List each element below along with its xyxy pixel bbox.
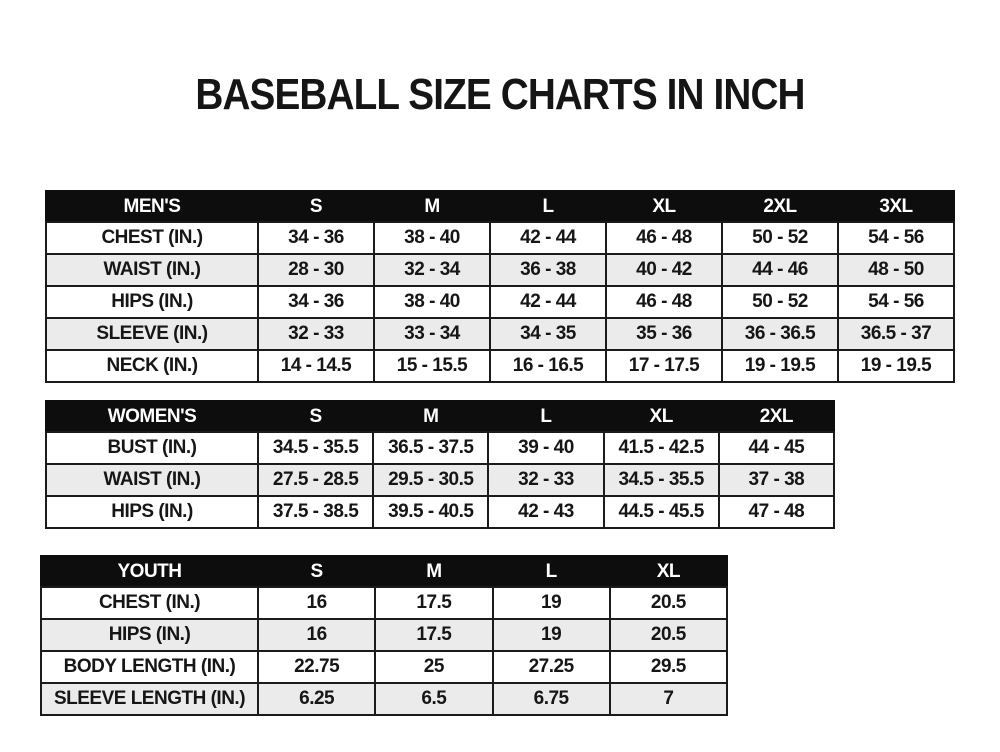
measurement-value-cell: 19: [493, 587, 610, 619]
measurement-value-cell: 16: [258, 587, 375, 619]
measurement-value-cell: 19: [493, 619, 610, 651]
measurement-value-cell: 50 - 52: [722, 286, 838, 318]
measurement-value-cell: 42 - 43: [488, 496, 603, 528]
measurement-value-cell: 32 - 34: [374, 254, 490, 286]
measurement-value-cell: 54 - 56: [838, 222, 954, 254]
measurement-value-cell: 36 - 36.5: [722, 318, 838, 350]
measurement-value-cell: 34 - 36: [258, 222, 374, 254]
size-header-cell: L: [493, 556, 610, 587]
measurement-value-cell: 50 - 52: [722, 222, 838, 254]
table-title-cell: WOMEN'S: [46, 401, 258, 432]
table-row: [46, 318, 954, 350]
size-header-cell: 2XL: [722, 191, 838, 222]
measurement-label-cell: HIPS (IN.): [41, 619, 258, 651]
measurement-value-cell: 46 - 48: [606, 222, 722, 254]
measurement-value-cell: 6.75: [493, 683, 610, 715]
table-row: [46, 254, 954, 286]
measurement-value-cell: 29.5 - 30.5: [373, 464, 488, 496]
table-row: [46, 350, 954, 382]
measurement-value-cell: 34.5 - 35.5: [258, 432, 373, 464]
measurement-value-cell: 36.5 - 37: [838, 318, 954, 350]
measurement-label-cell: WAIST (IN.): [46, 254, 258, 286]
measurement-value-cell: 28 - 30: [258, 254, 374, 286]
measurement-value-cell: 34 - 36: [258, 286, 374, 318]
measurement-value-cell: 7: [610, 683, 727, 715]
measurement-value-cell: 20.5: [610, 619, 727, 651]
table-header-row: [46, 401, 834, 432]
measurement-label-cell: WAIST (IN.): [46, 464, 258, 496]
table-row: [46, 286, 954, 318]
measurement-value-cell: 37.5 - 38.5: [258, 496, 373, 528]
measurement-value-cell: 33 - 34: [374, 318, 490, 350]
size-header-cell: M: [373, 401, 488, 432]
measurement-label-cell: CHEST (IN.): [46, 222, 258, 254]
table-header-row: [46, 191, 954, 222]
measurement-value-cell: 34.5 - 35.5: [604, 464, 719, 496]
measurement-value-cell: 46 - 48: [606, 286, 722, 318]
measurement-value-cell: 15 - 15.5: [374, 350, 490, 382]
measurement-value-cell: 25: [375, 651, 492, 683]
youth-size-table: [40, 555, 728, 716]
table-row: [46, 432, 834, 464]
measurement-value-cell: 17.5: [375, 587, 492, 619]
measurement-value-cell: 27.5 - 28.5: [258, 464, 373, 496]
table-row: [46, 464, 834, 496]
measurement-value-cell: 47 - 48: [719, 496, 834, 528]
measurement-value-cell: 17 - 17.5: [606, 350, 722, 382]
measurement-value-cell: 17.5: [375, 619, 492, 651]
measurement-value-cell: 38 - 40: [374, 222, 490, 254]
measurement-value-cell: 32 - 33: [488, 464, 603, 496]
size-header-cell: 3XL: [838, 191, 954, 222]
measurement-value-cell: 36 - 38: [490, 254, 606, 286]
measurement-label-cell: BUST (IN.): [46, 432, 258, 464]
measurement-label-cell: BODY LENGTH (IN.): [41, 651, 258, 683]
size-header-cell: XL: [606, 191, 722, 222]
measurement-value-cell: 48 - 50: [838, 254, 954, 286]
measurement-label-cell: CHEST (IN.): [41, 587, 258, 619]
size-header-cell: XL: [604, 401, 719, 432]
size-header-cell: M: [375, 556, 492, 587]
measurement-value-cell: 32 - 33: [258, 318, 374, 350]
size-header-cell: XL: [610, 556, 727, 587]
size-header-cell: S: [258, 401, 373, 432]
measurement-value-cell: 42 - 44: [490, 286, 606, 318]
measurement-value-cell: 29.5: [610, 651, 727, 683]
measurement-value-cell: 16 - 16.5: [490, 350, 606, 382]
measurement-value-cell: 38 - 40: [374, 286, 490, 318]
table-row: [41, 683, 727, 715]
measurement-value-cell: 36.5 - 37.5: [373, 432, 488, 464]
mens-size-table: [45, 190, 955, 383]
measurement-label-cell: HIPS (IN.): [46, 496, 258, 528]
measurement-value-cell: 27.25: [493, 651, 610, 683]
size-header-cell: L: [490, 191, 606, 222]
table-row: [46, 496, 834, 528]
measurement-value-cell: 20.5: [610, 587, 727, 619]
table-title-cell: MEN'S: [46, 191, 258, 222]
measurement-value-cell: 19 - 19.5: [722, 350, 838, 382]
measurement-value-cell: 6.5: [375, 683, 492, 715]
measurement-value-cell: 16: [258, 619, 375, 651]
table-row: [41, 619, 727, 651]
size-header-cell: L: [488, 401, 603, 432]
measurement-label-cell: NECK (IN.): [46, 350, 258, 382]
size-header-cell: S: [258, 191, 374, 222]
measurement-value-cell: 34 - 35: [490, 318, 606, 350]
table-header-row: [41, 556, 727, 587]
table-row: [41, 651, 727, 683]
size-header-cell: 2XL: [719, 401, 834, 432]
measurement-label-cell: SLEEVE (IN.): [46, 318, 258, 350]
measurement-label-cell: SLEEVE LENGTH (IN.): [41, 683, 258, 715]
measurement-value-cell: 39 - 40: [488, 432, 603, 464]
measurement-value-cell: 40 - 42: [606, 254, 722, 286]
measurement-value-cell: 37 - 38: [719, 464, 834, 496]
measurement-value-cell: 44.5 - 45.5: [604, 496, 719, 528]
measurement-value-cell: 44 - 46: [722, 254, 838, 286]
measurement-value-cell: 44 - 45: [719, 432, 834, 464]
measurement-value-cell: 41.5 - 42.5: [604, 432, 719, 464]
measurement-value-cell: 39.5 - 40.5: [373, 496, 488, 528]
measurement-value-cell: 42 - 44: [490, 222, 606, 254]
table-row: [46, 222, 954, 254]
size-header-cell: M: [374, 191, 490, 222]
table-title-cell: YOUTH: [41, 556, 258, 587]
measurement-value-cell: 22.75: [258, 651, 375, 683]
measurement-value-cell: 14 - 14.5: [258, 350, 374, 382]
womens-size-table: [45, 400, 835, 529]
measurement-value-cell: 54 - 56: [838, 286, 954, 318]
measurement-value-cell: 35 - 36: [606, 318, 722, 350]
measurement-value-cell: 19 - 19.5: [838, 350, 954, 382]
measurement-label-cell: HIPS (IN.): [46, 286, 258, 318]
page-title: BASEBALL SIZE CHARTS IN INCH: [195, 70, 805, 119]
measurement-value-cell: 6.25: [258, 683, 375, 715]
size-header-cell: S: [258, 556, 375, 587]
table-row: [41, 587, 727, 619]
